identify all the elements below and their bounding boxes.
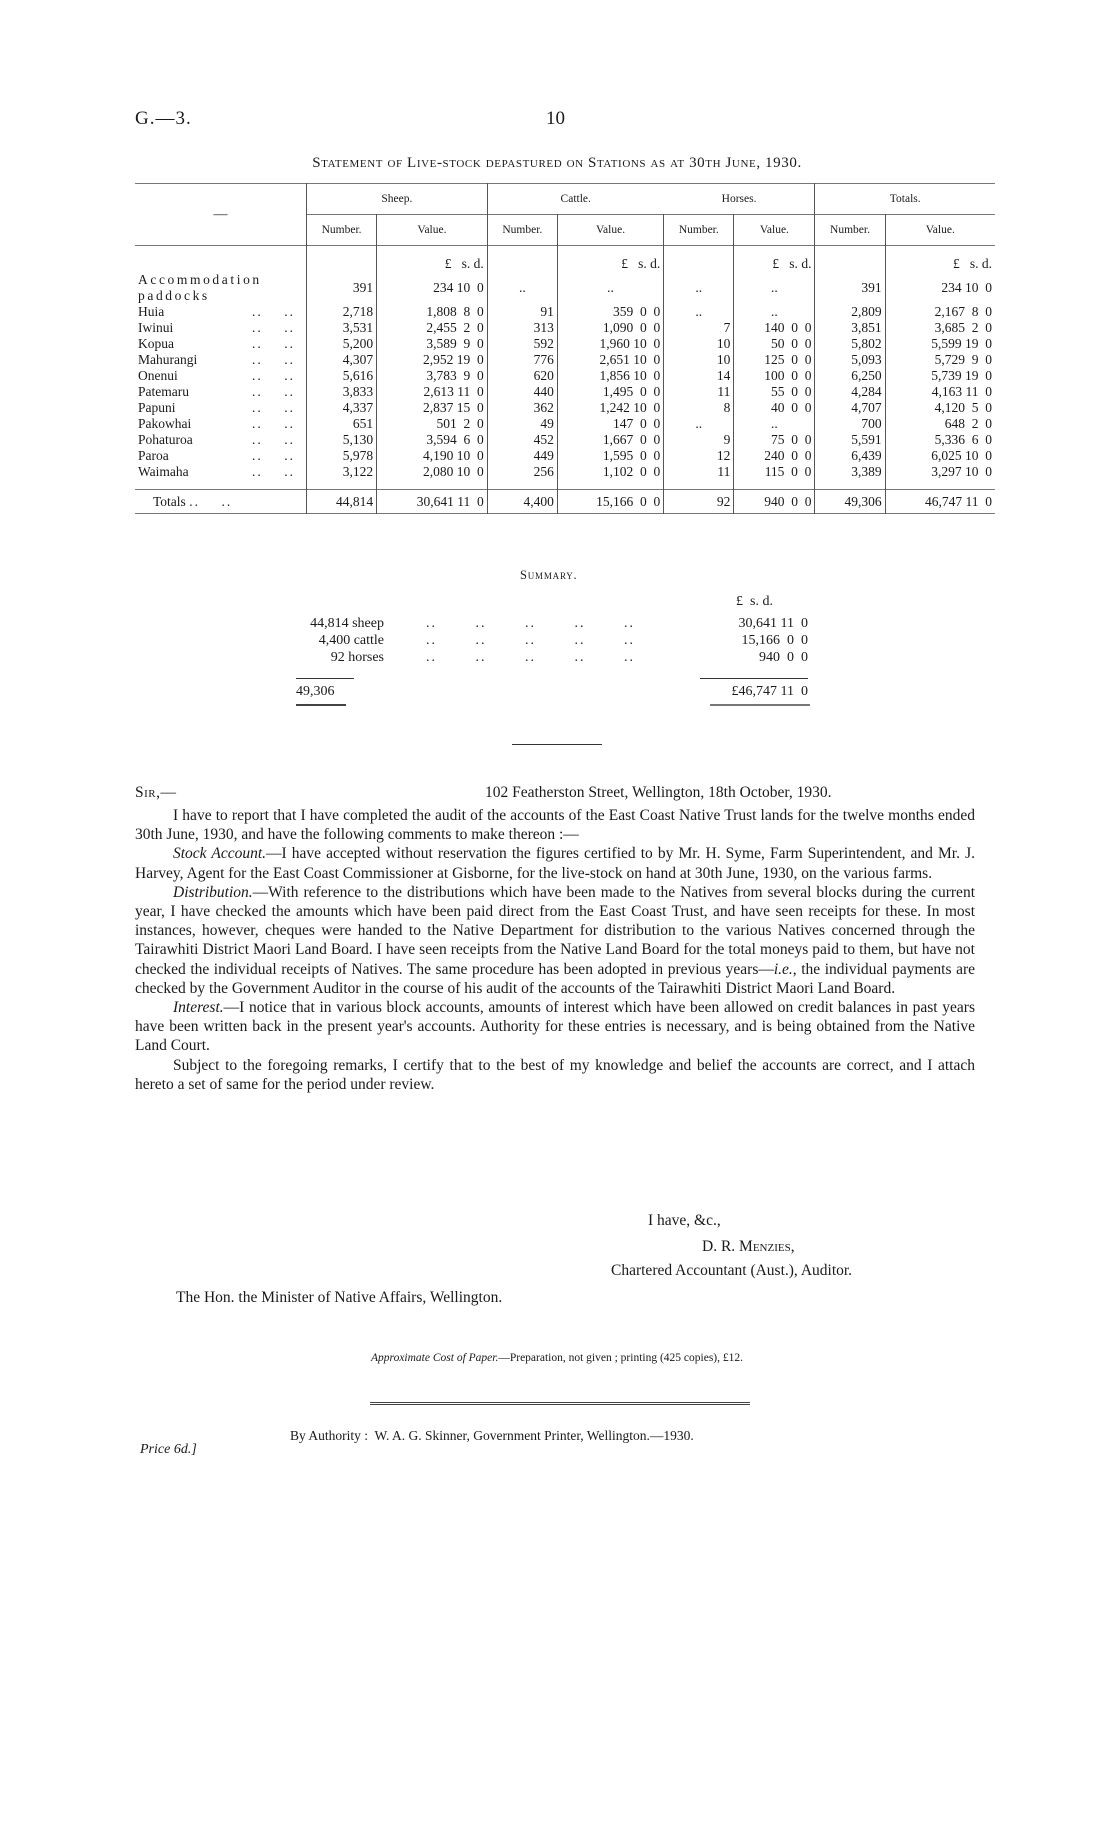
horses-number: 11	[664, 464, 734, 480]
sheep-number: 3,122	[307, 464, 377, 480]
station-name-text: Papuni	[138, 399, 176, 415]
cattle-number: 776	[487, 352, 557, 368]
salutation: Sir,—	[135, 784, 177, 801]
cattle-value: 1,495 0 0	[557, 384, 663, 400]
total-number: 6,250	[815, 368, 885, 384]
paragraph-intro: I have to report that I have completed the audit of the accounts of the East Coast Native Trust lands for the twelve months ended 30th June, 1930, and have the following comments to make thereon :—	[135, 807, 975, 844]
station-name: Papuni .. ..	[138, 399, 295, 415]
table-row	[135, 384, 995, 400]
station-name-text: Kopua	[138, 335, 174, 351]
sub-number: Number.	[815, 215, 885, 246]
letter-body	[135, 806, 975, 1094]
horses-number: 10	[664, 336, 734, 352]
totals-cattle-value: 15,166 0 0	[557, 490, 663, 514]
sheep-value: 3,589 9 0	[377, 336, 488, 352]
table-row	[135, 448, 995, 464]
summary-rule-right	[700, 678, 808, 679]
totals-sheep-value: 30,641 11 0	[377, 490, 488, 514]
footer-rule	[370, 1402, 750, 1405]
summary-line: 44,814 sheep .. .. .. .. .. 30,641 11 0	[310, 616, 808, 631]
letter-address: 102 Featherston Street, Wellington, 18th October, 1930.	[485, 784, 832, 801]
station-name	[135, 272, 307, 304]
total-value: 5,599 19 0	[885, 336, 995, 352]
summary-line: 92 horses .. .. .. .. .. 940 0 0	[330, 650, 808, 665]
sheep-number: 5,130	[307, 432, 377, 448]
total-value: 4,120 5 0	[885, 400, 995, 416]
station-name-text: Pakowhai	[138, 415, 192, 431]
sub-value: Value.	[734, 215, 815, 246]
horses-number: 12	[664, 448, 734, 464]
document-code: G.—3.	[135, 108, 192, 129]
cattle-value: 359 0 0	[557, 304, 663, 320]
total-value: 5,739 19 0	[885, 368, 995, 384]
total-number: 700	[815, 416, 885, 432]
summary-total-count: 49,306	[296, 684, 335, 699]
paragraph-distribution: Distribution.—With reference to the distributions which have been made to the Natives from several blocks during the current year, I have checked the amounts which have been paid direct from the East Coast Trust, and have seen receipts for these. In most instances, however, cheques were handed to the Native Department for distribution to the various Natives concerned through the Tairawhiti District Maori Land Board. I have seen receipts from the Native Land Board for the total moneys paid to them, but have not checked the individual receipts of Natives. The same procedure has been adopted in previous years—i.e., the individual payments are checked by the Government Auditor in the course of his audit of the accounts of the Tairawhiti District Maori Land Board.	[135, 883, 975, 997]
cattle-value: 1,667 0 0	[557, 432, 663, 448]
table-row	[135, 432, 995, 448]
totals-all-value: 46,747 11 0	[885, 490, 995, 514]
total-value: 3,685 2 0	[885, 320, 995, 336]
horses-number: 11	[664, 384, 734, 400]
sheep-number: 5,200	[307, 336, 377, 352]
table-row	[135, 336, 995, 352]
total-number: 3,389	[815, 464, 885, 480]
closing: I have, &c.,	[648, 1212, 721, 1229]
horses-number: 10	[664, 352, 734, 368]
totals-horses-number: 92	[664, 490, 734, 514]
total-number: 4,284	[815, 384, 885, 400]
station-name-text: Accommodation paddocks	[138, 271, 262, 303]
cattle-number: 313	[487, 320, 557, 336]
cattle-value: 1,090 0 0	[557, 320, 663, 336]
summary-rule-left	[296, 678, 354, 679]
money-units-row: £ s. d. £ s. d. £ s. d. £ s. d.	[135, 256, 995, 272]
totals-row: Totals .. .. 44,814 30,641 11 0 4,400 15,166 0 0 92 940 0 0 49,306 46,747 11 0	[135, 490, 995, 514]
cattle-number: 452	[487, 432, 557, 448]
total-number: 2,809	[815, 304, 885, 320]
horses-value: 40 0 0	[734, 400, 815, 416]
horses-number: 7	[664, 320, 734, 336]
cattle-value: 1,856 10 0	[557, 368, 663, 384]
sheep-value: 3,594 6 0	[377, 432, 488, 448]
horses-value: 55 0 0	[734, 384, 815, 400]
table-row	[135, 464, 995, 480]
horses-value: 100 0 0	[734, 368, 815, 384]
total-number: 5,093	[815, 352, 885, 368]
table-row	[135, 400, 995, 416]
total-number: 4,707	[815, 400, 885, 416]
livestock-table	[135, 183, 995, 514]
total-value: 4,163 11 0	[885, 384, 995, 400]
cattle-value: 1,960 10 0	[557, 336, 663, 352]
summary-label: 44,814 sheep	[310, 616, 384, 631]
signer-name: D. R. Menzies,	[702, 1238, 795, 1255]
section-divider	[512, 744, 602, 745]
horses-number: ..	[664, 416, 734, 432]
total-value: 2,167 8 0	[885, 304, 995, 320]
total-number: 6,439	[815, 448, 885, 464]
station-name: Mahurangi .. ..	[138, 351, 295, 367]
cattle-number: 256	[487, 464, 557, 480]
station-name-text: Onenui	[138, 367, 178, 383]
station-name: Patemaru .. ..	[138, 383, 295, 399]
sheep-value: 234 10 0	[377, 272, 488, 304]
sub-value: Value.	[557, 215, 663, 246]
summary-block	[290, 616, 810, 667]
cattle-number: ..	[487, 272, 557, 304]
total-value: 6,025 10 0	[885, 448, 995, 464]
sub-value: Value.	[885, 215, 995, 246]
cattle-value: 147 0 0	[557, 416, 663, 432]
station-name-text: Iwinui	[138, 319, 174, 335]
sheep-number: 651	[307, 416, 377, 432]
cattle-value: 1,595 0 0	[557, 448, 663, 464]
total-number: 5,591	[815, 432, 885, 448]
cattle-number: 362	[487, 400, 557, 416]
summary-money-units: £ s. d.	[736, 594, 773, 609]
horses-number: 9	[664, 432, 734, 448]
station-name: Iwinui .. ..	[138, 319, 295, 335]
table-row	[135, 352, 995, 368]
cattle-number: 592	[487, 336, 557, 352]
price: Price 6d.]	[140, 1442, 197, 1457]
total-number: 391	[815, 272, 885, 304]
summary-value: 30,641 11 0	[738, 616, 808, 631]
table-row	[135, 320, 995, 336]
summary-label: 4,400 cattle	[318, 633, 384, 648]
station-name-text: Patemaru	[138, 383, 189, 399]
group-cattle: Cattle.	[487, 184, 663, 215]
station-name-text: Mahurangi	[138, 351, 198, 367]
sheep-number: 3,833	[307, 384, 377, 400]
horses-value: 115 0 0	[734, 464, 815, 480]
total-value: 234 10 0	[885, 272, 995, 304]
cattle-number: 440	[487, 384, 557, 400]
statement-title	[0, 155, 1114, 172]
addressee: The Hon. the Minister of Native Affairs, Wellington.	[176, 1289, 503, 1306]
cattle-number: 91	[487, 304, 557, 320]
station-name: Onenui .. ..	[138, 367, 295, 383]
horses-number: 14	[664, 368, 734, 384]
cattle-value: ..	[557, 272, 663, 304]
station-name: Huia .. ..	[138, 303, 295, 319]
summary-title: Summary.	[520, 568, 578, 582]
table-row	[135, 368, 995, 384]
station-name: Kopua .. ..	[138, 335, 295, 351]
total-value: 3,297 10 0	[885, 464, 995, 480]
cattle-value: 2,651 10 0	[557, 352, 663, 368]
total-number: 5,802	[815, 336, 885, 352]
sheep-number: 3,531	[307, 320, 377, 336]
station-name: Pohaturoa .. ..	[138, 431, 295, 447]
cattle-value: 1,242 10 0	[557, 400, 663, 416]
cattle-number: 49	[487, 416, 557, 432]
total-value: 648 2 0	[885, 416, 995, 432]
totals-cattle-number: 4,400	[487, 490, 557, 514]
horses-number: 8	[664, 400, 734, 416]
summary-label: 92 horses	[330, 650, 384, 665]
paragraph-certification: Subject to the foregoing remarks, I certify that to the best of my knowledge and belief the accounts are correct, and I attach hereto a set of same for the period under review.	[135, 1056, 975, 1093]
cost-note: Approximate Cost of Paper.—Preparation, not given ; printing (425 copies), £12.	[371, 1352, 743, 1364]
sheep-value: 3,783 9 0	[377, 368, 488, 384]
page-number: 10	[546, 108, 565, 129]
signer-title: Chartered Accountant (Aust.), Auditor.	[611, 1262, 853, 1279]
summary-total-value: £46,747 11 0	[731, 684, 808, 699]
sheep-number: 2,718	[307, 304, 377, 320]
sub-value: Value.	[377, 215, 488, 246]
sheep-number: 5,616	[307, 368, 377, 384]
total-value: 5,336 6 0	[885, 432, 995, 448]
totals-sheep-number: 44,814	[307, 490, 377, 514]
station-name: Paroa .. ..	[138, 447, 295, 463]
station-name-text: Huia	[138, 303, 165, 319]
horses-value: ..	[734, 416, 815, 432]
horses-number: ..	[664, 272, 734, 304]
station-name-text: Pohaturoa	[138, 431, 193, 447]
sheep-value: 501 2 0	[377, 416, 488, 432]
station-name: Pakowhai .. ..	[138, 415, 295, 431]
sheep-number: 4,307	[307, 352, 377, 368]
horses-value: ..	[734, 272, 815, 304]
sub-number: Number.	[664, 215, 734, 246]
sub-number: Number.	[487, 215, 557, 246]
cattle-number: 620	[487, 368, 557, 384]
summary-double-rule-left	[296, 704, 346, 706]
station-name-text: Waimaha	[138, 463, 189, 479]
sheep-value: 2,837 15 0	[377, 400, 488, 416]
horses-number: ..	[664, 304, 734, 320]
sheep-number: 4,337	[307, 400, 377, 416]
horses-value: 50 0 0	[734, 336, 815, 352]
sub-number: Number.	[307, 215, 377, 246]
horses-value: ..	[734, 304, 815, 320]
total-value: 5,729 9 0	[885, 352, 995, 368]
summary-value: 940 0 0	[759, 650, 808, 665]
cattle-value: 1,102 0 0	[557, 464, 663, 480]
sheep-number: 391	[307, 272, 377, 304]
summary-double-rule-right	[710, 704, 810, 706]
totals-horses-value: 940 0 0	[734, 490, 815, 514]
table-row	[135, 272, 995, 304]
horses-value: 140 0 0	[734, 320, 815, 336]
sheep-value: 4,190 10 0	[377, 448, 488, 464]
table-row	[135, 304, 995, 320]
printer-authority: By Authority : W. A. G. Skinner, Government Printer, Wellington.—1930.	[290, 1428, 694, 1443]
sheep-value: 2,080 10 0	[377, 464, 488, 480]
horses-value: 125 0 0	[734, 352, 815, 368]
group-sheep: Sheep.	[307, 184, 488, 215]
totals-label: Totals	[153, 493, 186, 509]
summary-value: 15,166 0 0	[741, 633, 808, 648]
cattle-number: 449	[487, 448, 557, 464]
group-horses: Horses.	[721, 193, 757, 205]
station-name: Waimaha .. ..	[138, 463, 295, 479]
paragraph-interest: Interest.—I notice that in various block accounts, amounts of interest which have been allowed on credit balances in past years have been written back in the present year's accounts. Authority for these entries is necessary, and is being obtained from the Native Land Court.	[135, 999, 975, 1055]
group-totals: Totals.	[815, 184, 995, 215]
sheep-value: 1,808 8 0	[377, 304, 488, 320]
table-row	[135, 416, 995, 432]
summary-line: 4,400 cattle .. .. .. .. .. 15,166 0 0	[318, 633, 808, 648]
sheep-value: 2,455 2 0	[377, 320, 488, 336]
sheep-value: 2,613 11 0	[377, 384, 488, 400]
horses-value: 240 0 0	[734, 448, 815, 464]
paragraph-stock: Stock Account.—I have accepted without reservation the figures certified to by Mr. H. Syme, Farm Superintendent, and Mr. J. Harvey, Agent for the East Coast Commissioner at Gisborne, for the live-stock on hand at 30th June, 1930, on the various farms.	[135, 845, 975, 882]
statement-title-text: Statement of Live-stock depastured on Stations as at 30th June, 1930.	[312, 155, 802, 171]
totals-all-number: 49,306	[815, 490, 885, 514]
sheep-value: 2,952 19 0	[377, 352, 488, 368]
total-number: 3,851	[815, 320, 885, 336]
horses-value: 75 0 0	[734, 432, 815, 448]
station-name-text: Paroa	[138, 447, 169, 463]
sheep-number: 5,978	[307, 448, 377, 464]
col-station-header: —	[213, 206, 228, 222]
